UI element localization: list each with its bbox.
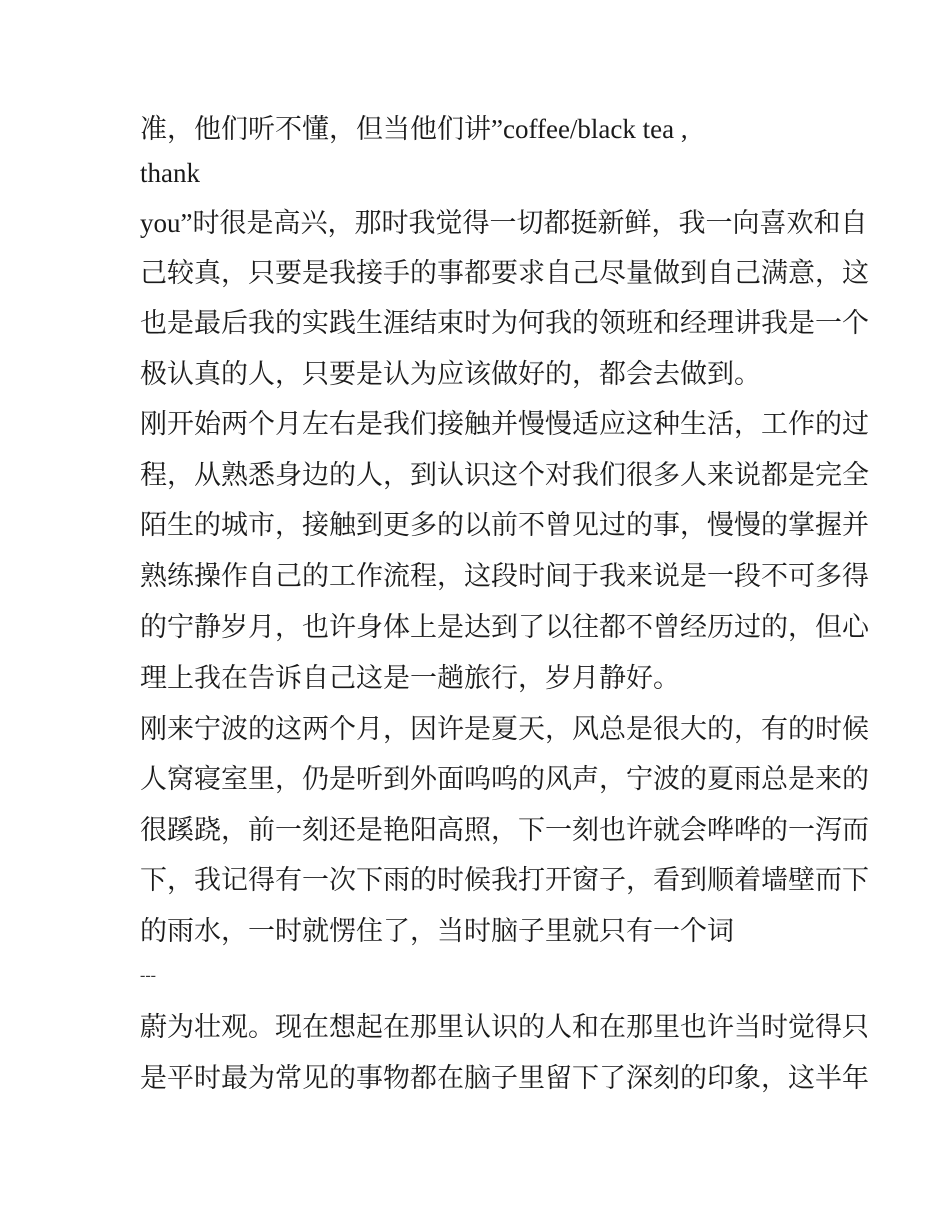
text-line: 人窝寝室里，仍是听到外面呜呜的风声，宁波的夏雨总是来的 <box>140 764 869 794</box>
text-line: 蔚为壮观。现在想起在那里认识的人和在那里也许当时觉得只 <box>140 1012 869 1042</box>
text-line: 很蹊跷，前一刻还是艳阳高照，下一刻也许就会哗哗的一泻而 <box>140 815 869 845</box>
separator-text: --- <box>140 967 156 984</box>
text-line: thank <box>140 158 200 188</box>
text-line: 也是最后我的实践生涯结束时为何我的领班和经理讲我是一个 <box>140 308 869 338</box>
text-line: 熟练操作自己的工作流程，这段时间于我来说是一段不可多得 <box>140 561 869 591</box>
text-line: 程，从熟悉身边的人，到认识这个对我们很多人来说都是完全 <box>140 460 869 490</box>
text-line: 的宁静岁月，也许身体上是达到了以往都不曾经历过的，但心 <box>140 612 869 642</box>
text-line: 陌生的城市，接触到更多的以前不曾见过的事，慢慢的掌握并 <box>140 510 869 540</box>
text-line: 极认真的人，只要是认为应该做好的，都会去做到。 <box>140 359 761 389</box>
text-line: 下，我记得有一次下雨的时候我打开窗子，看到顺着墙壁而下 <box>140 865 869 895</box>
text-line: 理上我在告诉自己这是一趟旅行，岁月静好。 <box>140 663 680 693</box>
text-line: 刚来宁波的这两个月，因许是夏天，风总是很大的，有的时候 <box>140 714 869 744</box>
text-line: 是平时最为常见的事物都在脑子里留下了深刻的印象，这半年 <box>140 1063 869 1093</box>
text-line: 己较真，只要是我接手的事都要求自己尽量做到自己满意，这 <box>140 258 869 288</box>
text-line: 的雨水，一时就愣住了，当时脑子里就只有一个词 <box>140 916 734 946</box>
text-line: you”时很是高兴，那时我觉得一切都挺新鲜，我一向喜欢和自 <box>140 208 868 238</box>
text-line: 刚开始两个月左右是我们接触并慢慢适应这种生活，工作的过 <box>140 409 869 439</box>
text-line: 准，他们听不懂，但当他们讲”coffee/black tea , <box>140 114 688 144</box>
